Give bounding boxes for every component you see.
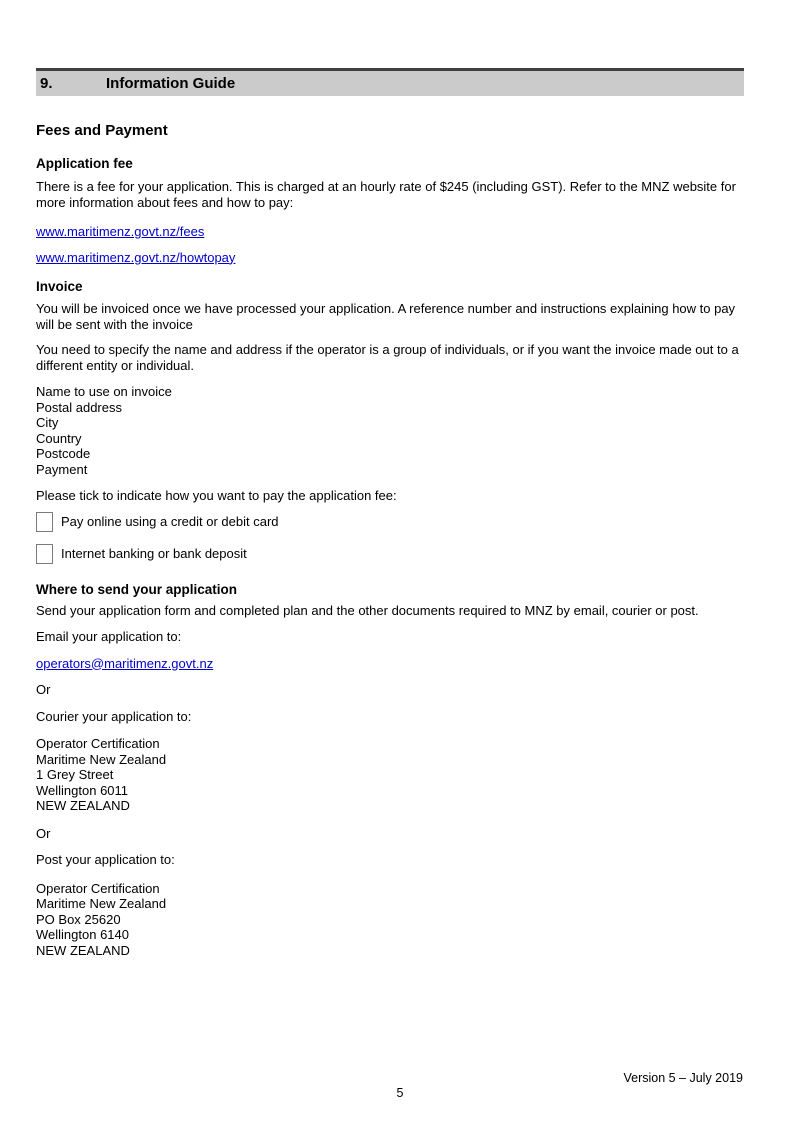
invoice-heading: Invoice [36, 279, 83, 294]
invoice-field-postcode: Postcode [36, 446, 91, 461]
section-number: 9. [40, 75, 53, 92]
footer-page-number: 5 [396, 1086, 404, 1100]
howtopay-url-link[interactable]: www.maritimenz.govt.nz/howtopay [36, 249, 236, 265]
invoice-para-2: You need to specify the name and address if the operator is a group of individuals, or if you want the invoice made out to a different entity or individual. [36, 342, 739, 373]
courier-address-line: Maritime New Zealand [36, 751, 167, 767]
email-label: Email your application to: [36, 629, 182, 644]
pay-online-checkbox[interactable] [36, 512, 53, 532]
operators-email-link[interactable]: operators@maritimenz.govt.nz [36, 655, 214, 671]
invoice-field-payment: Payment [36, 461, 88, 477]
howtopay-link-line [36, 250, 744, 266]
post-address-line: Maritime New Zealand [36, 896, 167, 911]
courier-label: Courier your application to: [36, 708, 192, 724]
pay-online-label: Pay online using a credit or debit card [61, 514, 279, 529]
invoice-field-name: Name to use on invoice [36, 384, 172, 399]
email-link-line [36, 656, 744, 672]
fees-link-line [36, 224, 744, 240]
post-address-line: PO Box 25620 [36, 911, 121, 927]
footer-version-text: Version 5 – July 2019 [623, 1071, 743, 1085]
invoice-field-list [36, 384, 744, 477]
application-fee-body: There is a fee for your application. This is charged at an hourly rate of $245 (including GST). Refer to the MNZ website for more information about fees and how to pay: [36, 179, 736, 210]
internet-banking-option-row [36, 543, 744, 565]
invoice-field-city: City [36, 415, 59, 430]
tick-prompt: Please tick to indicate how you want to pay the application fee: [36, 488, 397, 503]
courier-address-line: NEW ZEALAND [36, 798, 130, 813]
courier-address-block [36, 736, 744, 814]
fees-url-link[interactable]: www.maritimenz.govt.nz/fees [36, 224, 205, 239]
invoice-field-postal-address: Postal address [36, 399, 122, 415]
document-content [36, 0, 744, 958]
section-title: Information Guide [106, 75, 236, 92]
courier-address-line: Wellington 6011 [36, 782, 129, 798]
fees-and-payment-heading: Fees and Payment [36, 122, 168, 139]
post-address-line: Operator Certification [36, 880, 160, 896]
invoice-para-1: You will be invoiced once we have processed your application. A reference number and instructions explaining how to pay will be sent with the invoice [36, 301, 736, 332]
post-address-block [36, 881, 744, 959]
application-fee-heading: Application fee [36, 156, 133, 171]
courier-address-line: 1 Grey Street [36, 767, 114, 782]
internet-banking-checkbox[interactable] [36, 544, 53, 564]
post-address-line: NEW ZEALAND [36, 942, 130, 958]
post-address-line: Wellington 6140 [36, 927, 129, 942]
or-separator-2: Or [36, 825, 51, 841]
where-to-send-body: Send your application form and completed plan and the other documents required to MNZ by email, courier or post. [36, 602, 699, 618]
internet-banking-label: Internet banking or bank deposit [61, 546, 247, 561]
invoice-field-country: Country [36, 430, 82, 446]
pay-online-option-row [36, 511, 744, 533]
post-label: Post your application to: [36, 852, 175, 867]
section-header-bar [36, 68, 744, 96]
or-separator-1: Or [36, 682, 51, 697]
courier-address-line: Operator Certification [36, 736, 160, 751]
where-to-send-heading: Where to send your application [36, 581, 238, 597]
